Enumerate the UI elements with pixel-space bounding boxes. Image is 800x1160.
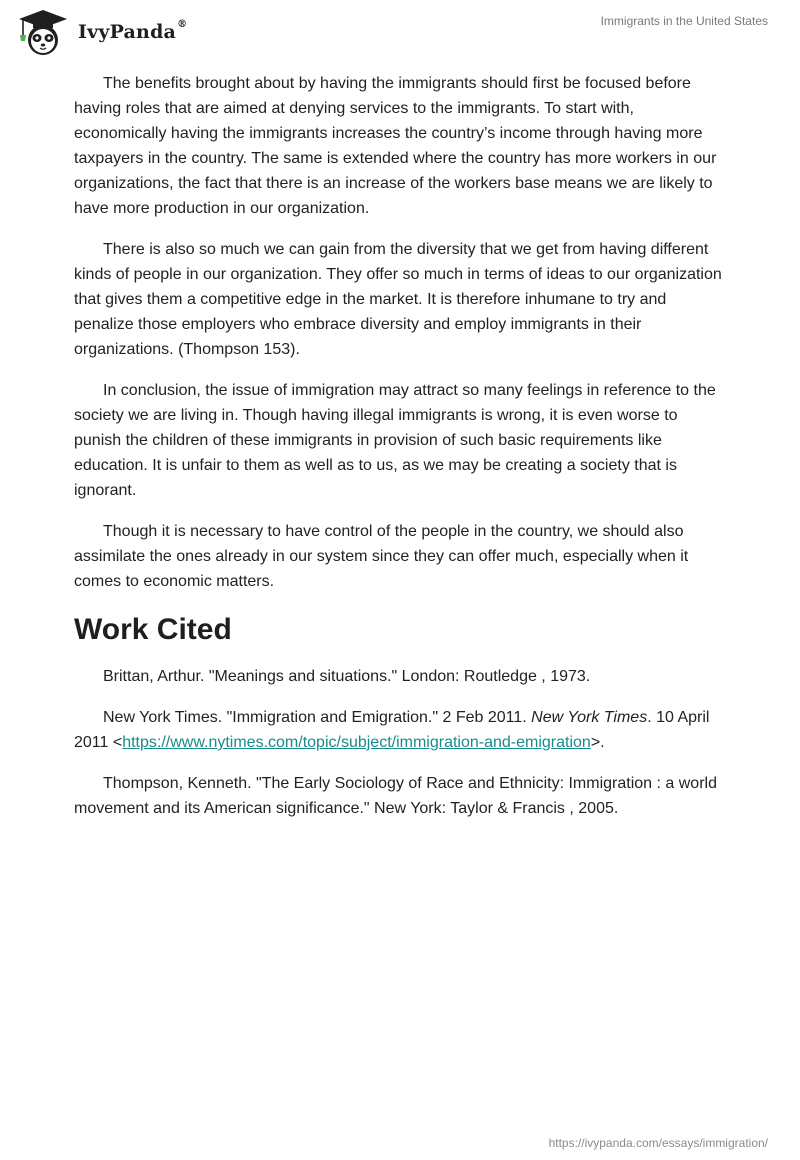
brand-name: IvyPanda® — [78, 19, 188, 43]
body-paragraph: The benefits brought about by having the immigrants should first be focused before having roles that are aimed at denying services to the immigrants. To start with, economically having the immigrants increases the country’s income through having more taxpayers in the country. The same is extended where the country has more workers in our organizations, the fact that there is an increase of the workers base means we are likely to have more production in our organization. — [74, 75, 717, 217]
citation-brittan: Brittan, Arthur. "Meanings and situations." London: Routledge , 1973. — [103, 668, 591, 685]
essay-content — [74, 71, 726, 837]
works-cited-heading: Work Cited — [74, 613, 232, 646]
citation-link[interactable]: https://www.nytimes.com/topic/subject/immigration-and-emigration — [122, 734, 591, 751]
document-title: Immigrants in the United States — [600, 14, 768, 28]
panda-graduate-icon — [14, 7, 72, 57]
footer-url: https://ivypanda.com/essays/immigration/ — [548, 1136, 768, 1150]
citation-thompson: Thompson, Kenneth. "The Early Sociology of Race and Ethnicity: Immigration : a world movement and its American significance." New York: Taylor & Francis , 2005. — [74, 775, 717, 817]
body-paragraph: Though it is necessary to have control of the people in the country, we should also assimilate the ones already in our system since they can offer much, especially when it comes to economic matters. — [74, 523, 689, 590]
citation-source-italic: New York Times — [531, 709, 648, 726]
ivypanda-logo[interactable] — [14, 7, 187, 57]
body-paragraph: There is also so much we can gain from the diversity that we get from having different kinds of people in our organization. They offer so much in terms of ideas to our organization that gives them a competitive edge in the market. It is therefore inhumane to try and penalize those employers who embrace diversity and employ immigrants in their organizations. (Thompson 153). — [74, 241, 722, 358]
citation-nytimes: New York Times. "Immigration and Emigration." 2 Feb 2011. New York Times. 10 April 2011 <https://www.nytimes.com/topic/subject/immigration-and-emigration>. — [74, 709, 710, 751]
page-header — [0, 0, 800, 64]
body-paragraph: In conclusion, the issue of immigration may attract so many feelings in reference to the society we are living in. Though having illegal immigrants is wrong, it is even worse to punish the children of these immigrants in provision of such basic requirements like education. It is unfair to them as well as to us, as we may be creating a society that is ignorant. — [74, 382, 716, 499]
